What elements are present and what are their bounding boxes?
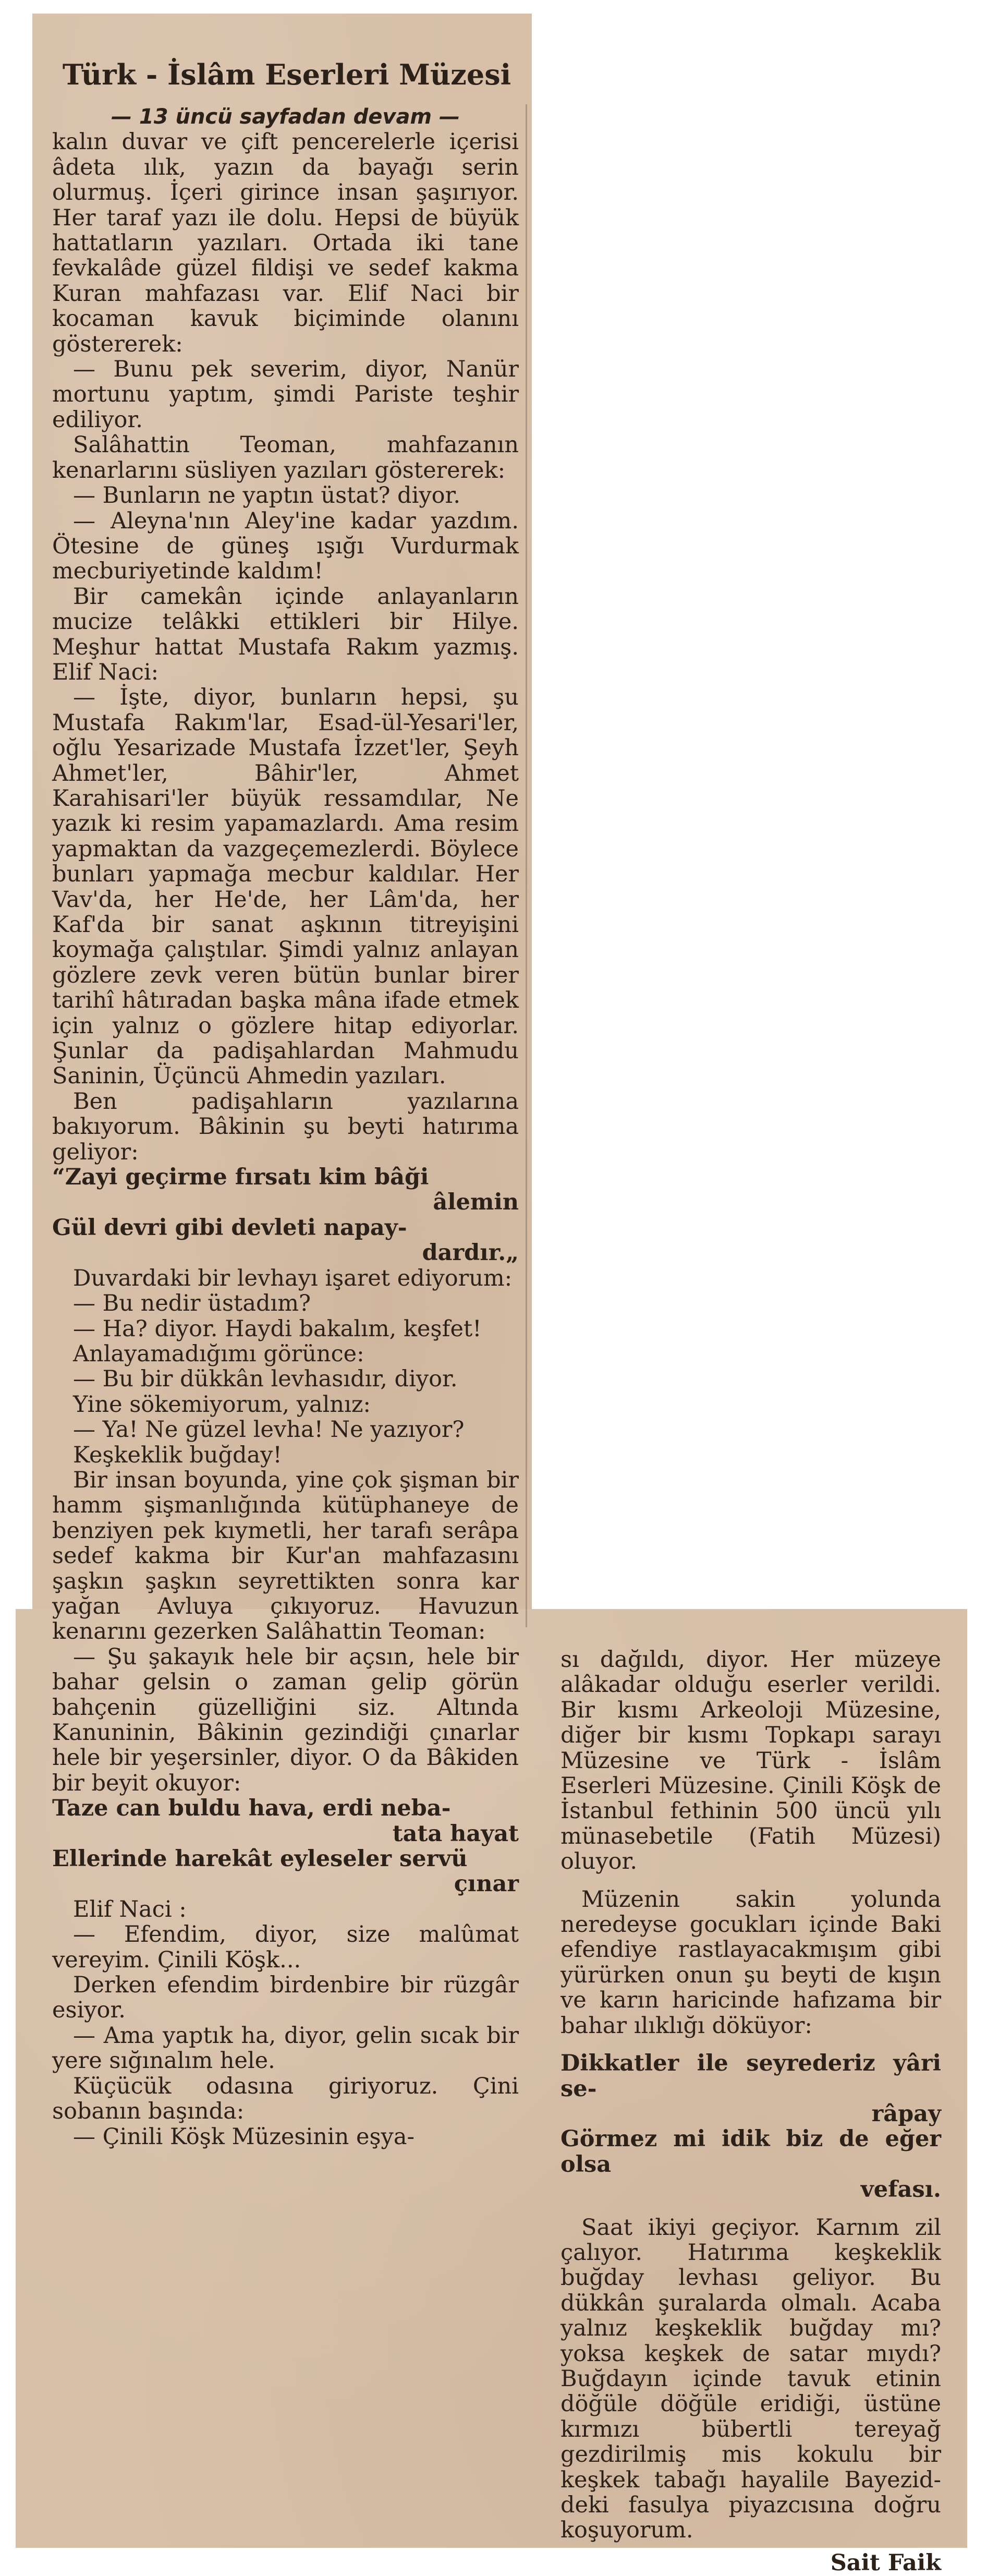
verse-line: tata hayat — [392, 1820, 519, 1847]
paragraph: — Bu bir dükkân levhasıdır, diyor. — [73, 1366, 458, 1393]
paragraph: — İşte, diyor, bunların hepsi, şu Mustafa Rakım'lar, Esad-ül-Yesari'ler, oğlu Yesarizade Mustafa İzzet'ler, Şeyh Ahmet'ler, Bâhir'ler, Ahmet Karahisari'ler büyük ressamdılar, Ne yazık ki resim yapamazlardı. Ama resim yapmaktan da vazgeçemezlerdi. Böylece bunları yapmağa mecbur kaldılar. Her Vav'da, her He'de, her Lâm'da, her Kaf'da bir sanat aşkının titreyişini koymağa çalıştılar. Şimdi yalnız anlayan gözlere zevk veren bütün bunlar birer tarihî hâtıradan başka mâna ifade etmek için yalnız o gözlere hitap ediyorlar. Şunlar da padişahlardan Mahmudu Saninin, Üçüncü Ahmedin yazıları. — [52, 684, 519, 1090]
verse-line: vefası. — [860, 2176, 941, 2203]
verse-line: Ellerinde harekât eyleseler servü — [52, 1846, 468, 1872]
paragraph: Küçücük odasına giriyoruz. Çini sobanın başında: — [52, 2073, 519, 2125]
article-title: Türk - İslâm Eserleri Müzesi — [62, 58, 511, 91]
paragraph: — Şu şakayık hele bir açsın, hele bir bahar gelsin o zaman gelip görün bahçenin güzelliğini siz. Altında Kanuninin, Bâkinin gezindiği çınarlar hele bir yeşersinler, diyor. O da Bâkiden bir beyit okuyor: — [52, 1643, 519, 1796]
paragraph: — Efendim, diyor, size malûmat vereyim. Çinili Köşk... — [52, 1921, 519, 1973]
paragraph: Bir insan boyunda, yine çok şişman bir hamm şişmanlığında kütüphaneye de benziyen pek kıymetli, her tarafı serâpa sedef kakma bir Kur'an mahfazasını şaşkın şaşkın seyrettikten sonra kar yağan Avluya çıkıyoruz. Havuzun kenarını gezerken Salâhattin Teoman: — [52, 1467, 519, 1645]
paragraph: Ben padişahların yazılarına bakıyorum. Bâkinin şu beyti hatırıma geliyor: — [52, 1088, 519, 1165]
paragraph: — Ha? diyor. Haydi bakalım, keşfet! — [73, 1315, 482, 1342]
paragraph: Yine sökemiyorum, yalnız: — [73, 1391, 371, 1418]
verse-line: çınar — [454, 1871, 519, 1897]
verse-line: Görmez mi idik biz de eğer olsa — [560, 2126, 941, 2178]
paragraph: Derken efendim birdenbire bir rüzgâr esiyor. — [52, 1972, 519, 2024]
right-column — [560, 1647, 941, 2575]
verse-line: dardır.„ — [422, 1240, 519, 1266]
paragraph: — Bunu pek severim, diyor, Nanür mortunu yaptım, şimdi Pariste teşhir ediliyor. — [52, 356, 519, 433]
paragraph: Saat ikiyi geçiyor. Karnım zil çalıyor. Hatırıma keşkeklik buğday levhası geliyor. Bu dükkân şuralarda olmalı. Acaba yalnız keşkeklik buğday mı? yoksa keşkek de satar mıydı? Buğdayın içinde tavuk etinin döğüle döğüle eridiği, üstüne kırmızı bübertli tereyağ gezdirilmiş mis kokulu bir keşkek tabağı hayalile Bayezid-deki fasulya piyazcısına doğru koşuyorum. — [560, 2214, 941, 2544]
paragraph: — Çinili Köşk Müzesinin eşya- — [73, 2123, 415, 2150]
author-signature: Sait Faik — [830, 2549, 941, 2576]
verse-line: Dikkatler ile seyrederiz yâri se- — [560, 2050, 941, 2102]
paragraph: — Bu nedir üstadım? — [73, 1290, 311, 1317]
paragraph: — Bunların ne yaptın üstat? diyor. — [73, 482, 461, 509]
paragraph: Duvardaki bir levhayı işaret ediyorum: — [73, 1265, 513, 1291]
column-divider-line — [526, 104, 527, 1627]
paragraph: — Ya! Ne güzel levha! Ne yazıyor? — [73, 1417, 465, 1443]
verse-line: Taze can buldu hava, erdi neba- — [52, 1795, 451, 1822]
paragraph: Müzenin sakin yolunda neredeyse gocukları içinde Baki efendiye rastlayacakmışım gibi yürürken onun şu beyti de kışın ve karın haricinde hafızama bir bahar ılıklığı döküyor: — [560, 1886, 941, 2039]
verse-line: âlemin — [433, 1189, 519, 1216]
left-column — [52, 104, 519, 2149]
verse-line: râpay — [871, 2100, 941, 2127]
verse-line: Gül devri gibi devleti napay- — [52, 1214, 407, 1241]
paragraph: — Ama yaptık ha, diyor, gelin sıcak bir yere sığınalım hele. — [52, 2022, 519, 2074]
continuation-note: — 13 üncü sayfadan devam — — [111, 105, 460, 129]
paragraph: sı dağıldı, diyor. Her müzeye alâkadar olduğu eserler verildi. Bir kısmı Arkeoloji Müzesine, diğer bir kısmı Topkapı sarayı Müzesine ve Türk - İslâm Eserleri Müzesine. Çinili Köşk de İstanbul fethinin 500 üncü yılı münasebetile (Fatih Müzesi) oluyor. — [560, 1647, 941, 1875]
paragraph: Anlayamadığımı görünce: — [73, 1340, 364, 1367]
paragraph: Elif Naci : — [73, 1896, 187, 1922]
paragraph: Keşkeklik buğday! — [73, 1442, 282, 1468]
paragraph: Salâhattin Teoman, mahfazanın kenarlarını süsliyen yazıları göstererek: — [52, 432, 519, 483]
paragraph: kalın duvar ve çift pencerelerle içerisi âdeta ılık, yazın da bayağı serin olurmuş. İçeri girince insan şaşırıyor. Her taraf yazı ile dolu. Hepsi de büyük hattatların yazıları. Ortada iki tane fevkalâde güzel fildişi ve sedef kakma Kuran mahfazası var. Elif Naci bir kocaman kavuk biçiminde olanını göstererek: — [52, 129, 519, 357]
paragraph: Bir camekân içinde anlayanların mucize telâkki ettikleri bir Hilye. Meşhur hattat Mustafa Rakım yazmış. Elif Naci: — [52, 583, 519, 685]
paragraph: — Aleyna'nın Aley'ine kadar yazdım. Ötesine de güneş ışığı Vurdurmak mecburiyetinde kaldım! — [52, 507, 519, 585]
verse-line: “Zayi geçirme fırsatı kim bâği — [52, 1164, 429, 1191]
